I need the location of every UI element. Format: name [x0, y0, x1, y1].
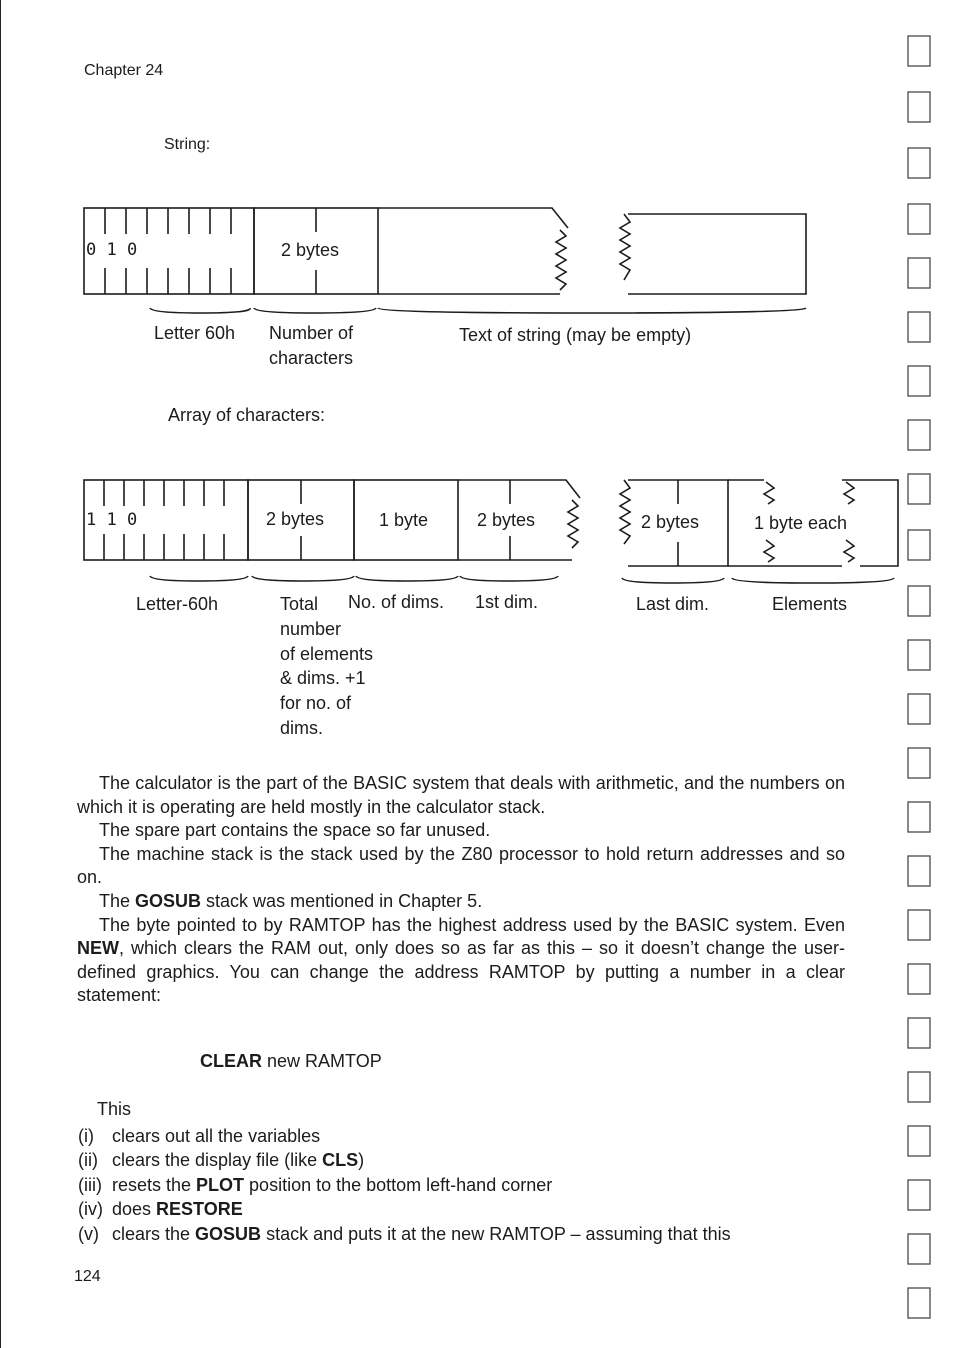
this-label: This — [97, 1099, 132, 1119]
list-text-tail: ) — [358, 1150, 365, 1171]
array-elem-break-bottom-a — [764, 540, 774, 562]
array-elem-break-top-b — [844, 482, 854, 504]
new-keyword: NEW — [77, 938, 119, 959]
gosub-text-a: The — [99, 890, 136, 911]
array-letter-bits: 1 1 0 — [86, 510, 138, 530]
array-label-total-line: & dims. +1 — [280, 668, 366, 689]
paragraph-spare: The spare part contains the space so far unused. — [99, 820, 491, 841]
string-tail-cell — [628, 214, 806, 294]
string-diagram-boxes — [84, 208, 806, 294]
body-text — [77, 772, 845, 1008]
page-number: 124 — [74, 1268, 101, 1285]
list-item — [78, 1222, 731, 1246]
effects-list — [78, 1124, 731, 1246]
gosub-keyword: GOSUB — [135, 890, 202, 911]
ramtop-text-a: The byte pointed to by RAMTOP has the highest address used by the BASIC system. Even — [99, 914, 845, 935]
string-letter-bits: 0 1 0 — [86, 240, 138, 260]
list-item — [78, 1197, 731, 1221]
array-lastdim-text: 2 bytes — [641, 512, 700, 532]
paragraph-gosub — [77, 890, 845, 914]
array-label-total-line: of elements — [280, 643, 374, 664]
array-firstdim-top — [458, 480, 580, 498]
clear-rest: new RAMTOP — [262, 1051, 382, 1071]
list-number: (i) — [78, 1126, 94, 1146]
array-label-total — [280, 592, 373, 741]
array-total-text: 2 bytes — [266, 509, 325, 529]
list-item — [78, 1173, 731, 1197]
array-elements-cell — [842, 480, 898, 566]
array-break-1 — [568, 500, 578, 548]
string-break-left — [556, 230, 566, 290]
string-braces — [150, 308, 806, 313]
list-keyword: RESTORE — [156, 1199, 243, 1220]
array-dims-text: 1 byte — [379, 510, 429, 530]
list-item — [78, 1124, 731, 1148]
string-label-letter: Letter 60h — [154, 323, 236, 343]
list-text-tail: stack and puts it at the new RAMTOP – assuming that this — [261, 1223, 731, 1244]
list-text-tail: position to the bottom left-hand corner — [244, 1174, 553, 1195]
array-label-nodims: No. of dims. — [348, 592, 445, 612]
list-keyword: PLOT — [196, 1174, 245, 1195]
binder-holes — [908, 36, 930, 1318]
string-break-right — [620, 214, 630, 280]
list-text: clears the — [112, 1223, 196, 1244]
string-label-number-1: Number of — [269, 323, 354, 343]
clear-keyword: CLEAR — [200, 1051, 262, 1071]
array-label-letter: Letter-60h — [136, 594, 219, 614]
clear-statement — [200, 1051, 382, 1072]
array-label-elements: Elements — [772, 594, 848, 614]
array-elem-break-bottom-b — [844, 540, 854, 562]
array-diagram-title: Array of characters: — [168, 405, 326, 425]
list-number: (iv) — [78, 1199, 103, 1220]
list-text: resets the — [112, 1174, 197, 1195]
list-keyword: GOSUB — [195, 1223, 262, 1244]
paragraph-machine-stack: The machine stack is the stack used by the Z80 processor to hold return addresses and so on. — [77, 843, 845, 888]
array-label-total-line: number — [280, 618, 342, 639]
string-letter-ticks-top — [105, 208, 231, 234]
array-label-total-line: Total — [280, 594, 319, 614]
array-label-total-line: dims. — [280, 717, 324, 738]
array-break-2 — [620, 480, 630, 544]
list-text: clears out all the variables — [112, 1126, 321, 1146]
array-label-lastdim: Last dim. — [636, 594, 710, 614]
gosub-text-b: stack was mentioned in Chapter 5. — [201, 890, 483, 911]
list-item — [78, 1148, 731, 1172]
array-elem-break-top-a — [764, 482, 774, 504]
string-text-top — [378, 208, 568, 228]
list-keyword: CLS — [322, 1150, 359, 1171]
string-length-text: 2 bytes — [281, 240, 340, 260]
array-elements-text: 1 byte each — [754, 513, 848, 533]
list-text: clears the display file (like — [112, 1150, 323, 1171]
paragraph-calculator: The calculator is the part of the BASIC system that deals with arithmetic, and the numbers on which it is operating are held mostly in the calculator stack. — [77, 773, 845, 817]
ramtop-text-b: , which clears the RAM out, only does so as far as this – so it doesn’t change the user-defined graphics. You can change the address RAMTOP by putting a number in a clear statement: — [77, 938, 845, 1006]
list-number: (iii) — [78, 1174, 102, 1195]
list-text: does — [112, 1199, 157, 1220]
string-label-number-2: characters — [269, 348, 354, 368]
list-number: (v) — [78, 1223, 99, 1244]
array-letter-ticks-bottom — [104, 534, 224, 560]
string-letter-ticks-bottom — [105, 268, 231, 294]
array-label-firstdim: 1st dim. — [475, 592, 539, 612]
string-diagram-title: String: — [164, 136, 211, 153]
list-number: (ii) — [78, 1150, 98, 1171]
paragraph-ramtop — [77, 914, 845, 1008]
chapter-header: Chapter 24 — [84, 62, 164, 79]
string-label-text: Text of string (may be empty) — [459, 325, 692, 345]
array-firstdim-text: 2 bytes — [477, 510, 536, 530]
array-letter-ticks-top — [104, 480, 224, 506]
array-label-total-line: for no. of — [280, 693, 352, 714]
array-braces — [150, 576, 894, 583]
